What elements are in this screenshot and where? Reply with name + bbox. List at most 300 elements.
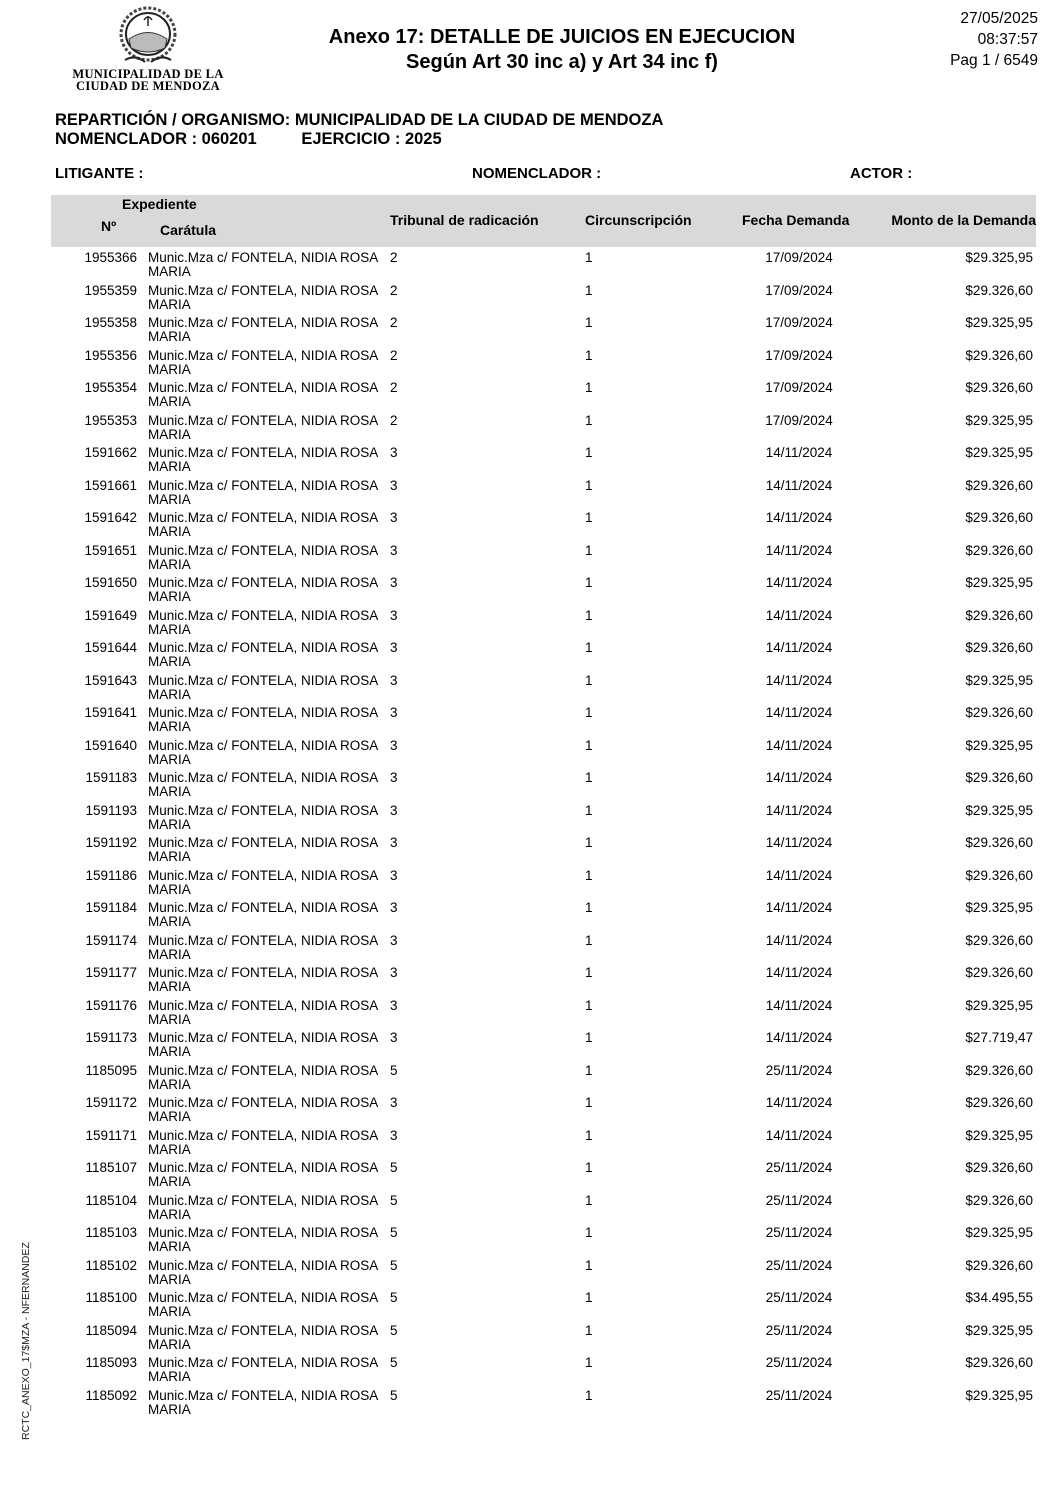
tribunal: 5	[390, 1062, 398, 1078]
caratula-continuation: MARIA	[148, 1076, 191, 1092]
circunscripcion: 1	[585, 965, 593, 980]
expediente-number: 1591651	[84, 542, 137, 558]
expediente-number: 1955358	[84, 315, 137, 330]
caratula-continuation: MARIA	[148, 1401, 191, 1417]
caratula: Munic.Mza c/ FONTELA, NIDIA ROSA	[148, 510, 379, 525]
table-row	[51, 412, 1036, 445]
circunscripcion: 1	[585, 1387, 593, 1403]
tribunal: 5	[390, 1225, 398, 1240]
fecha-demanda: 25/11/2024	[765, 1192, 833, 1208]
tribunal: 3	[390, 965, 398, 980]
tribunal: 5	[390, 1322, 398, 1338]
monto-demanda: $29.326,60	[965, 705, 1033, 720]
tribunal: 3	[390, 1030, 398, 1045]
caratula-continuation: MARIA	[148, 491, 191, 507]
fecha-demanda: 14/11/2024	[765, 445, 833, 460]
circunscripcion: 1	[585, 250, 593, 265]
circunscripcion: 1	[585, 412, 593, 428]
caratula: Munic.Mza c/ FONTELA, NIDIA ROSA	[148, 1355, 379, 1370]
table-row	[51, 834, 1036, 867]
caratula-continuation: MARIA	[148, 1239, 191, 1254]
table-row	[51, 1289, 1036, 1322]
monto-demanda: $29.326,60	[965, 835, 1033, 850]
monto-demanda: $29.326,60	[965, 510, 1033, 525]
fecha-demanda: 25/11/2024	[765, 1257, 833, 1273]
expediente-number: 1955356	[84, 347, 137, 363]
page-number: Pag 1 / 6549	[950, 52, 1038, 69]
expediente-number: 1591184	[85, 900, 137, 915]
caratula: Munic.Mza c/ FONTELA, NIDIA ROSA	[148, 1322, 379, 1338]
expediente-number: 1185092	[85, 1387, 137, 1403]
caratula-continuation: MARIA	[148, 556, 191, 572]
table-row	[51, 1094, 1036, 1127]
monto-demanda: $29.326,60	[965, 1160, 1033, 1175]
caratula-continuation: MARIA	[148, 296, 191, 312]
caratula-continuation: MARIA	[148, 1141, 191, 1157]
monto-demanda: $29.326,60	[965, 1355, 1033, 1370]
expediente-number: 1591174	[85, 932, 137, 948]
circunscripcion: 1	[585, 380, 593, 395]
fecha-demanda: 14/11/2024	[765, 705, 833, 720]
caratula-continuation: MARIA	[148, 719, 191, 734]
caratula: Munic.Mza c/ FONTELA, NIDIA ROSA	[148, 672, 379, 688]
table-row	[51, 444, 1036, 477]
caratula: Munic.Mza c/ FONTELA, NIDIA ROSA	[148, 1257, 379, 1273]
monto-demanda: $29.325,95	[965, 802, 1033, 818]
table-row	[51, 672, 1036, 705]
title-line-1: Anexo 17: DETALLE DE JUICIOS EN EJECUCION	[328, 26, 796, 48]
fecha-demanda: 14/11/2024	[765, 802, 833, 818]
caratula-continuation: MARIA	[148, 1304, 191, 1319]
circunscripcion: 1	[585, 542, 593, 558]
monto-demanda: $29.326,60	[965, 1192, 1033, 1208]
monto-demanda: $29.326,60	[965, 607, 1033, 623]
title-line-2: Según Art 30 inc a) y Art 34 inc f)	[406, 51, 718, 73]
tribunal: 3	[390, 1095, 398, 1110]
header-tribunal: Tribunal de radicación	[390, 212, 539, 228]
expediente-number: 1591172	[85, 1095, 137, 1110]
fecha-demanda: 14/11/2024	[765, 867, 833, 883]
circunscripcion: 1	[585, 282, 593, 298]
header-numero: Nº	[101, 218, 117, 234]
monto-demanda: $29.326,60	[965, 1062, 1033, 1078]
caratula-continuation: MARIA	[148, 654, 191, 669]
tribunal: 2	[390, 282, 398, 298]
caratula-continuation: MARIA	[148, 946, 191, 962]
expediente-number: 1591642	[84, 510, 137, 525]
tribunal: 3	[390, 542, 398, 558]
monto-demanda: $29.325,95	[965, 445, 1033, 460]
monto-demanda: $29.326,60	[965, 640, 1033, 655]
tribunal: 5	[390, 1387, 398, 1403]
expediente-number: 1591643	[84, 672, 137, 688]
caratula-continuation: MARIA	[148, 1369, 191, 1384]
table-row	[51, 932, 1036, 965]
caratula-continuation: MARIA	[148, 394, 191, 409]
tribunal: 5	[390, 1160, 398, 1175]
fecha-demanda: 14/11/2024	[765, 575, 833, 590]
circunscripcion: 1	[585, 1257, 593, 1273]
tribunal: 5	[390, 1290, 398, 1305]
nomenclador-label: NOMENCLADOR :	[55, 130, 198, 148]
table-row	[51, 379, 1036, 412]
caratula: Munic.Mza c/ FONTELA, NIDIA ROSA	[148, 380, 379, 395]
circunscripcion: 1	[585, 1127, 593, 1143]
table-row	[51, 477, 1036, 510]
expediente-number: 1185093	[85, 1355, 137, 1370]
circunscripcion: 1	[585, 445, 593, 460]
municipal-coat-of-arms-icon	[115, 6, 181, 68]
ejercicio-label: EJERCICIO :	[301, 130, 401, 148]
fecha-demanda: 25/11/2024	[765, 1160, 833, 1175]
expediente-number: 1591650	[84, 575, 137, 590]
caratula-continuation: MARIA	[148, 1336, 191, 1352]
circunscripcion: 1	[585, 1225, 593, 1240]
expediente-number: 1591662	[84, 445, 137, 460]
tribunal: 3	[390, 835, 398, 850]
caratula-continuation: MARIA	[148, 1109, 191, 1124]
fecha-demanda: 14/11/2024	[765, 542, 833, 558]
caratula: Munic.Mza c/ FONTELA, NIDIA ROSA	[148, 282, 379, 298]
fecha-demanda: 14/11/2024	[765, 1095, 833, 1110]
expediente-number: 1591641	[84, 705, 137, 720]
tribunal: 3	[390, 1127, 398, 1143]
table-row	[51, 1387, 1036, 1420]
caratula: Munic.Mza c/ FONTELA, NIDIA ROSA	[148, 412, 379, 428]
tribunal: 3	[390, 477, 398, 493]
expediente-number: 1591173	[85, 1030, 137, 1045]
circunscripcion: 1	[585, 802, 593, 818]
table-body	[51, 249, 1036, 1419]
caratula-continuation: MARIA	[148, 264, 191, 279]
expediente-number: 1591176	[85, 997, 137, 1013]
circunscripcion: 1	[585, 1160, 593, 1175]
caratula: Munic.Mza c/ FONTELA, NIDIA ROSA	[148, 542, 379, 558]
litigante-label: LITIGANTE :	[55, 165, 144, 182]
tribunal: 5	[390, 1257, 398, 1273]
fecha-demanda: 17/09/2024	[765, 380, 833, 395]
circunscripcion: 1	[585, 315, 593, 330]
fecha-demanda: 14/11/2024	[765, 477, 833, 493]
report-title	[262, 25, 862, 75]
circunscripcion: 1	[585, 672, 593, 688]
fecha-demanda: 17/09/2024	[765, 315, 833, 330]
expediente-number: 1185102	[85, 1257, 137, 1273]
fecha-demanda: 25/11/2024	[765, 1225, 833, 1240]
tribunal: 3	[390, 672, 398, 688]
circunscripcion: 1	[585, 1192, 593, 1208]
expediente-number: 1955353	[84, 412, 137, 428]
fecha-demanda: 14/11/2024	[765, 510, 833, 525]
fecha-demanda: 17/09/2024	[765, 347, 833, 363]
fecha-demanda: 25/11/2024	[765, 1387, 833, 1403]
expediente-number: 1185094	[85, 1322, 137, 1338]
caratula: Munic.Mza c/ FONTELA, NIDIA ROSA	[148, 867, 379, 883]
caratula-continuation: MARIA	[148, 816, 191, 832]
caratula-continuation: MARIA	[148, 524, 191, 539]
header-fecha: Fecha Demanda	[742, 212, 850, 228]
table-row	[51, 964, 1036, 997]
fecha-demanda: 17/09/2024	[765, 250, 833, 265]
monto-demanda: $29.325,95	[965, 315, 1033, 330]
header-monto: Monto de la Demanda	[891, 212, 1036, 228]
tribunal: 3	[390, 640, 398, 655]
caratula-continuation: MARIA	[148, 686, 191, 702]
table-row	[51, 249, 1036, 282]
table-header	[51, 195, 1036, 247]
circunscripcion: 1	[585, 932, 593, 948]
ejercicio-value: 2025	[404, 130, 442, 148]
caratula-continuation: MARIA	[148, 1174, 191, 1189]
table-row	[51, 867, 1036, 900]
expediente-number: 1591193	[85, 802, 137, 818]
tribunal: 3	[390, 607, 398, 623]
table-row	[51, 997, 1036, 1030]
monto-demanda: $27.719,47	[965, 1030, 1033, 1045]
caratula: Munic.Mza c/ FONTELA, NIDIA ROSA	[148, 770, 379, 785]
fecha-demanda: 14/11/2024	[765, 770, 833, 785]
caratula-continuation: MARIA	[148, 1011, 191, 1027]
fecha-demanda: 17/09/2024	[765, 282, 833, 298]
circunscripcion: 1	[585, 347, 593, 363]
table-row	[51, 1224, 1036, 1257]
tribunal: 5	[390, 1192, 398, 1208]
expediente-number: 1591183	[85, 770, 137, 785]
caratula-continuation: MARIA	[148, 914, 191, 929]
expediente-number: 1591171	[85, 1127, 137, 1143]
expediente-number: 1955354	[84, 380, 137, 395]
fecha-demanda: 14/11/2024	[765, 900, 833, 915]
monto-demanda: $29.326,60	[965, 1095, 1033, 1110]
table-row	[51, 607, 1036, 640]
tribunal: 2	[390, 347, 398, 363]
expediente-number: 1591186	[85, 867, 137, 883]
expediente-number: 1591661	[84, 477, 137, 493]
fecha-demanda: 14/11/2024	[765, 607, 833, 623]
monto-demanda: $29.325,95	[965, 1225, 1033, 1240]
table-row	[51, 769, 1036, 802]
caratula: Munic.Mza c/ FONTELA, NIDIA ROSA	[148, 1387, 379, 1403]
fecha-demanda: 17/09/2024	[765, 412, 833, 428]
caratula-continuation: MARIA	[148, 1044, 191, 1059]
table-row	[51, 1322, 1036, 1355]
monto-demanda: $29.326,60	[965, 770, 1033, 785]
table-row	[51, 639, 1036, 672]
circunscripcion: 1	[585, 607, 593, 623]
expediente-number: 1591640	[84, 737, 137, 753]
table-row	[51, 1257, 1036, 1290]
expediente-number: 1955359	[84, 282, 137, 298]
tribunal: 2	[390, 315, 398, 330]
caratula-continuation: MARIA	[148, 1271, 191, 1287]
table-row	[51, 737, 1036, 770]
table-row	[51, 314, 1036, 347]
report-footer-label: RCTC_ANEXO_17$MZA - NFERNANDEZ	[20, 1242, 32, 1440]
circunscripcion: 1	[585, 640, 593, 655]
expediente-number: 1185103	[85, 1225, 137, 1240]
reparticion-line	[55, 111, 663, 130]
expediente-number: 1185107	[85, 1160, 137, 1175]
table-row	[51, 509, 1036, 542]
organization-info	[55, 111, 663, 149]
monto-demanda: $29.325,95	[965, 1387, 1033, 1403]
monto-demanda: $29.325,95	[965, 250, 1033, 265]
table-row	[51, 574, 1036, 607]
fecha-demanda: 25/11/2024	[765, 1290, 833, 1305]
caratula: Munic.Mza c/ FONTELA, NIDIA ROSA	[148, 737, 379, 753]
table-row	[51, 704, 1036, 737]
caratula: Munic.Mza c/ FONTELA, NIDIA ROSA	[148, 802, 379, 818]
header-circunscripcion: Circunscripción	[585, 212, 692, 228]
circunscripcion: 1	[585, 867, 593, 883]
fecha-demanda: 14/11/2024	[765, 737, 833, 753]
caratula: Munic.Mza c/ FONTELA, NIDIA ROSA	[148, 1095, 379, 1110]
caratula: Munic.Mza c/ FONTELA, NIDIA ROSA	[148, 835, 379, 850]
table-row	[51, 1029, 1036, 1062]
fecha-demanda: 25/11/2024	[765, 1062, 833, 1078]
tribunal: 2	[390, 412, 398, 428]
fecha-demanda: 14/11/2024	[765, 932, 833, 948]
monto-demanda: $34.495,55	[965, 1290, 1033, 1305]
table-row	[51, 1192, 1036, 1225]
circunscripcion: 1	[585, 1095, 593, 1110]
caratula: Munic.Mza c/ FONTELA, NIDIA ROSA	[148, 477, 379, 493]
header-logo	[58, 6, 238, 92]
caratula: Munic.Mza c/ FONTELA, NIDIA ROSA	[148, 1062, 379, 1078]
caratula-continuation: MARIA	[148, 1206, 191, 1222]
circunscripcion: 1	[585, 997, 593, 1013]
tribunal: 2	[390, 380, 398, 395]
tribunal: 3	[390, 575, 398, 590]
tribunal: 3	[390, 867, 398, 883]
monto-demanda: $29.326,60	[965, 542, 1033, 558]
monto-demanda: $29.325,95	[965, 737, 1033, 753]
fecha-demanda: 14/11/2024	[765, 1127, 833, 1143]
nomenclador-line	[55, 130, 663, 149]
caratula: Munic.Mza c/ FONTELA, NIDIA ROSA	[148, 640, 379, 655]
expediente-number: 1591649	[84, 607, 137, 623]
fecha-demanda: 14/11/2024	[765, 672, 833, 688]
monto-demanda: $29.326,60	[965, 965, 1033, 980]
caratula-continuation: MARIA	[148, 426, 191, 442]
table-row	[51, 1354, 1036, 1387]
nomenclador-value: 060201	[201, 130, 257, 148]
tribunal: 3	[390, 997, 398, 1013]
caratula: Munic.Mza c/ FONTELA, NIDIA ROSA	[148, 1127, 379, 1143]
monto-demanda: $29.326,60	[965, 477, 1033, 493]
circunscripcion: 1	[585, 1062, 593, 1078]
monto-demanda: $29.326,60	[965, 380, 1033, 395]
caratula: Munic.Mza c/ FONTELA, NIDIA ROSA	[148, 965, 379, 980]
expediente-number: 1955366	[84, 250, 137, 265]
caratula-continuation: MARIA	[148, 751, 191, 767]
fecha-demanda: 25/11/2024	[765, 1355, 833, 1370]
reparticion-label: REPARTICIÓN / ORGANISMO:	[55, 111, 291, 129]
report-date: 27/05/2025	[960, 10, 1038, 27]
circunscripcion: 1	[585, 1290, 593, 1305]
circunscripcion: 1	[585, 575, 593, 590]
caratula: Munic.Mza c/ FONTELA, NIDIA ROSA	[148, 315, 379, 330]
fecha-demanda: 25/11/2024	[765, 1322, 833, 1338]
caratula-continuation: MARIA	[148, 361, 191, 377]
header-caratula: Carátula	[160, 222, 217, 238]
table-row	[51, 1127, 1036, 1160]
circunscripcion: 1	[585, 510, 593, 525]
monto-demanda: $29.326,60	[965, 867, 1033, 883]
caratula: Munic.Mza c/ FONTELA, NIDIA ROSA	[148, 1030, 379, 1045]
table-row	[51, 1159, 1036, 1192]
fecha-demanda: 14/11/2024	[765, 1030, 833, 1045]
caratula-continuation: MARIA	[148, 589, 191, 604]
monto-demanda: $29.326,60	[965, 1257, 1033, 1273]
header-expediente: Expediente	[122, 196, 197, 212]
caratula: Munic.Mza c/ FONTELA, NIDIA ROSA	[148, 705, 379, 720]
tribunal: 3	[390, 737, 398, 753]
circunscripcion: 1	[585, 1030, 593, 1045]
tribunal: 3	[390, 770, 398, 785]
table-row	[51, 899, 1036, 932]
report-time: 08:37:57	[977, 31, 1038, 48]
reparticion-value: MUNICIPALIDAD DE LA CIUDAD DE MENDOZA	[294, 111, 664, 129]
expediente-number: 1591192	[85, 835, 137, 850]
circunscripcion: 1	[585, 835, 593, 850]
caratula: Munic.Mza c/ FONTELA, NIDIA ROSA	[148, 1160, 379, 1175]
tribunal: 3	[390, 705, 398, 720]
table-row	[51, 802, 1036, 835]
monto-demanda: $29.325,95	[965, 997, 1033, 1013]
circunscripcion: 1	[585, 1355, 593, 1370]
monto-demanda: $29.326,60	[965, 932, 1033, 948]
expediente-number: 1185104	[85, 1192, 137, 1208]
tribunal: 3	[390, 900, 398, 915]
fecha-demanda: 14/11/2024	[765, 835, 833, 850]
caratula: Munic.Mza c/ FONTELA, NIDIA ROSA	[148, 997, 379, 1013]
table-row	[51, 542, 1036, 575]
caratula-continuation: MARIA	[148, 621, 191, 637]
table-row	[51, 1062, 1036, 1095]
logo-line-2: CIUDAD DE MENDOZA	[76, 79, 220, 93]
actor-label: ACTOR :	[850, 165, 913, 182]
fecha-demanda: 14/11/2024	[765, 640, 833, 655]
circunscripcion: 1	[585, 737, 593, 753]
table-row	[51, 347, 1036, 380]
expediente-number: 1185095	[85, 1062, 137, 1078]
caratula: Munic.Mza c/ FONTELA, NIDIA ROSA	[148, 347, 379, 363]
caratula: Munic.Mza c/ FONTELA, NIDIA ROSA	[148, 900, 379, 915]
tribunal: 3	[390, 802, 398, 818]
tribunal: 3	[390, 445, 398, 460]
caratula-continuation: MARIA	[148, 329, 191, 344]
monto-demanda: $29.325,95	[965, 900, 1033, 915]
monto-demanda: $29.325,95	[965, 575, 1033, 590]
caratula-continuation: MARIA	[148, 849, 191, 864]
caratula: Munic.Mza c/ FONTELA, NIDIA ROSA	[148, 1225, 379, 1240]
expediente-number: 1591177	[85, 965, 137, 980]
tribunal: 3	[390, 932, 398, 948]
circunscripcion: 1	[585, 900, 593, 915]
monto-demanda: $29.326,60	[965, 282, 1033, 298]
monto-demanda: $29.325,95	[965, 1127, 1033, 1143]
circunscripcion: 1	[585, 770, 593, 785]
monto-demanda: $29.325,95	[965, 412, 1033, 428]
caratula-continuation: MARIA	[148, 979, 191, 994]
table-row	[51, 282, 1036, 315]
caratula: Munic.Mza c/ FONTELA, NIDIA ROSA	[148, 607, 379, 623]
nomenclador-filter-label: NOMENCLADOR :	[472, 165, 602, 182]
logo-line-1: MUNICIPALIDAD DE LA	[72, 67, 224, 81]
fecha-demanda: 14/11/2024	[765, 997, 833, 1013]
caratula-continuation: MARIA	[148, 459, 191, 474]
